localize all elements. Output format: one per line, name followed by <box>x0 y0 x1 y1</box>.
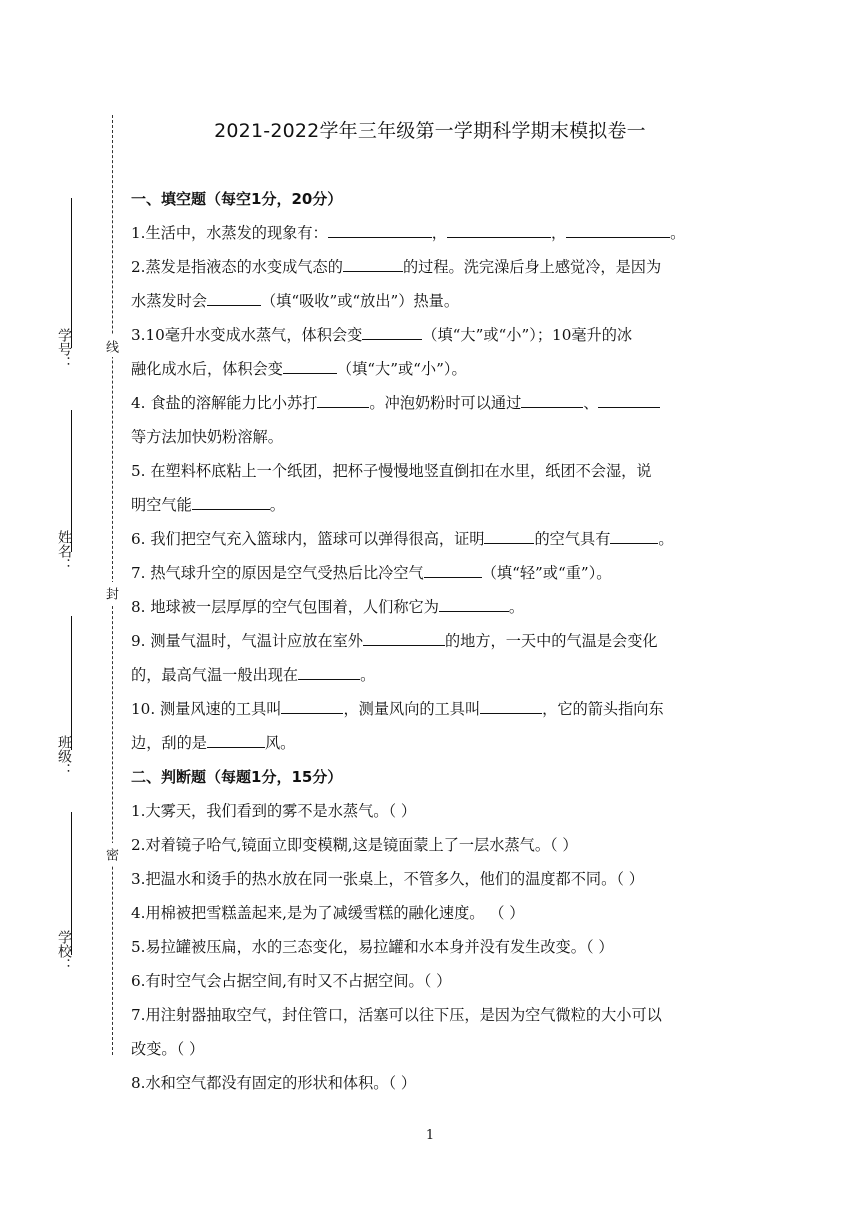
question-line: 6. 我们把空气充入篮球内，篮球可以弹得很高，证明 的空气具有 。 <box>131 522 735 556</box>
question-line: 2.蒸发是指液态的水变成气态的 的过程。洗完澡后身上感觉冷，是因为 <box>131 250 735 284</box>
student-id-line <box>71 198 72 348</box>
binding-mark-mi: 密 <box>103 843 121 865</box>
answer-blank <box>281 692 343 714</box>
answer-blank <box>283 352 337 374</box>
answer-blank <box>484 522 534 544</box>
answer-blank <box>298 658 360 680</box>
question-line: 2.对着镜子哈气,镜面立即变模糊,这是镜面蒙上了一层水蒸气。（ ） <box>131 836 578 854</box>
question-line: 4.用棉被把雪糕盖起来,是为了减缓雪糕的融化速度。 （ ） <box>131 904 525 922</box>
answer-blank <box>207 726 265 748</box>
answer-blank <box>317 386 369 408</box>
question-line: 改变。（ ） <box>131 1040 205 1058</box>
exam-body <box>131 182 735 1100</box>
answer-blank <box>362 318 422 340</box>
answer-blank <box>447 216 551 238</box>
binding-mark-xian: 线 <box>103 335 121 357</box>
answer-blank <box>521 386 583 408</box>
answer-blank <box>480 692 542 714</box>
student-id-label: 学号： <box>56 328 72 370</box>
section-heading-fill-in: 一、填空题（每空1分，20分） <box>131 190 343 208</box>
name-label: 姓名： <box>56 530 72 572</box>
question-line: 3.10毫升水变成水蒸气，体积会变 （填“大”或“小”）；10毫升的冰 <box>131 318 735 352</box>
question-line: 融化成水后，体积会变 （填“大”或“小”）。 <box>131 352 735 386</box>
question-line: 明空气能 。 <box>131 488 735 522</box>
answer-blank <box>439 590 509 612</box>
answer-blank <box>343 250 403 272</box>
school-label: 学校： <box>56 930 72 972</box>
answer-blank <box>363 624 445 646</box>
question-line: 8. 地球被一层厚厚的空气包围着，人们称它为 。 <box>131 590 735 624</box>
answer-blank <box>424 556 482 578</box>
answer-blank <box>207 284 261 306</box>
question-line: 8.水和空气都没有固定的形状和体积。（ ） <box>131 1074 417 1092</box>
question-line: 10. 测量风速的工具叫 ，测量风向的工具叫 ，它的箭头指向东 <box>131 692 735 726</box>
class-label: 班级： <box>56 735 72 777</box>
answer-blank <box>192 488 270 510</box>
question-line: 5.易拉罐被压扁，水的三态变化，易拉罐和水本身并没有发生改变。（ ） <box>131 938 614 956</box>
question-line: 4. 食盐的溶解能力比小苏打 。冲泡奶粉时可以通过 、 <box>131 386 735 420</box>
question-line: 水蒸发时会 （填“吸收”或“放出”）热量。 <box>131 284 735 318</box>
question-line: 等方法加快奶粉溶解。 <box>131 428 283 446</box>
answer-blank <box>598 386 660 408</box>
section-heading-true-false: 二、判断题（每题1分，15分） <box>131 768 343 786</box>
question-line: 的，最高气温一般出现在 。 <box>131 658 735 692</box>
answer-blank <box>566 216 670 238</box>
question-line: 3.把温水和烫手的热水放在同一张桌上，不管多久，他们的温度都不同。（ ） <box>131 870 644 888</box>
question-line: 7.用注射器抽取空气，封住管口，活塞可以往下压，是因为空气微粒的大小可以 <box>131 1006 662 1024</box>
question-line: 7. 热气球升空的原因是空气受热后比冷空气 （填“轻”或“重”）。 <box>131 556 735 590</box>
question-line: 9. 测量气温时，气温计应放在室外 的地方，一天中的气温是会变化 <box>131 624 735 658</box>
answer-blank <box>610 522 658 544</box>
class-line <box>71 616 72 750</box>
question-line: 6.有时空气会占据空间,有时又不占据空间。（ ） <box>131 972 452 990</box>
question-line: 1.大雾天，我们看到的雾不是水蒸气。（ ） <box>131 802 417 820</box>
answer-blank <box>328 216 432 238</box>
question-line: 边，刮的是 风。 <box>131 726 735 760</box>
question-line: 5. 在塑料杯底粘上一个纸团，把杯子慢慢地竖直倒扣在水里，纸团不会湿，说 <box>131 462 652 480</box>
question-line: 1.生活中，水蒸发的现象有： ， ， 。 <box>131 216 735 250</box>
page-number: 1 <box>425 1128 435 1143</box>
exam-title: 2021-2022学年三年级第一学期科学期末模拟卷一 <box>214 120 646 142</box>
binding-mark-feng: 封 <box>103 582 121 604</box>
